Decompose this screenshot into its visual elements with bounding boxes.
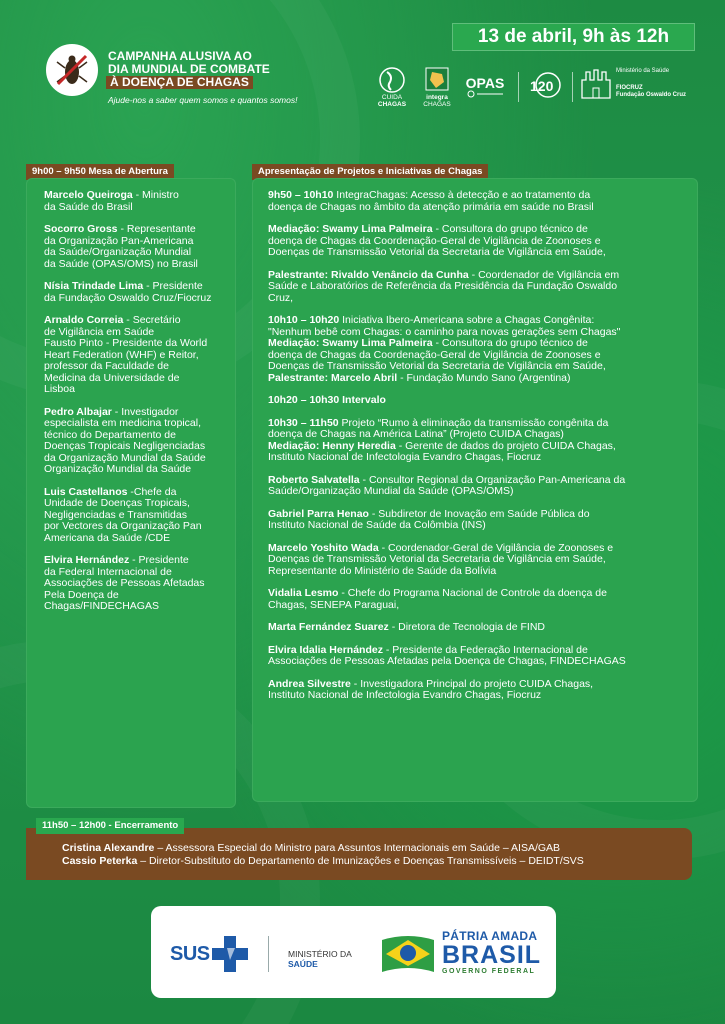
campaign-title-line1: CAMPANHA ALUSIVA AO: [108, 49, 252, 63]
program-highlight: 10h20 – 10h30 Intervalo: [268, 394, 386, 406]
program-highlight: Palestrante: Rivaldo Venâncio da Cunha: [268, 268, 469, 281]
program-text: - Coordenador de Vigilância em: [468, 268, 620, 281]
speaker-role-text: de Vigilância em Saúde: [44, 325, 155, 338]
program-entry: [268, 315, 686, 384]
program-text: - Gerente de dados do projeto CUIDA Chagas,: [395, 439, 616, 452]
program-highlight: Palestrante: Marcelo Abril: [268, 371, 398, 384]
program-text: - Presidente da Federação Internacional de: [382, 643, 588, 656]
program-text: Instituto Nacional de Infectologia Evandro Chagas, Fiocruz: [268, 689, 542, 701]
speaker-role-text: - Representante: [117, 223, 196, 235]
integra-chagas-logo: [420, 66, 454, 108]
closing-session-tag: 11h50 – 12h00 - Encerramento: [36, 818, 184, 834]
program-text: Instituto Nacional de Saúde da Colômbia (INS): [268, 519, 486, 531]
program-entry: [268, 645, 686, 668]
cuida-label: CUIDA: [381, 94, 403, 101]
closing-speakers: [62, 842, 682, 868]
program-text: doença de Chagas no âmbito da atenção primária em saúde no Brasil: [268, 200, 594, 213]
speaker-role-text: Americana da Saúde /CDE: [44, 531, 171, 544]
speaker-role-text: da Saúde (OPAS/OMS) no Brasil: [44, 257, 198, 270]
speaker-first-line: [44, 281, 234, 293]
campaign-title-line3: À DOENÇA DE CHAGAS: [106, 76, 253, 89]
opening-speaker-entry: [44, 407, 234, 476]
program-text: - Subdiretor de Inovação em Saúde Pública do: [368, 507, 590, 520]
speaker-role-text: - Investigador: [111, 405, 179, 418]
campaign-title-line2: DIA MUNDIAL DE COMBATE: [108, 62, 270, 76]
program-text: Doenças de Transmissão Vetorial da Secretaria de Vigilância em Saúde,: [268, 553, 606, 565]
speaker-role-text: técnico do Departamento de: [44, 428, 176, 441]
program-text: doença de Chagas da Coordenação-Geral de Vigilância de Zoonoses e: [268, 348, 601, 361]
sus-logo-text: SUS: [170, 943, 210, 965]
program-highlight: Mediação: Swamy Lima Palmeira: [268, 223, 433, 235]
globe-icon: [377, 66, 407, 94]
program-text: Iniciativa Ibero-Americana sobre a Chagas Congênita:: [339, 314, 595, 326]
speaker-role-text: Negligenciadas e Transmitidas: [44, 508, 187, 521]
fiocruz-full-label: Fundação Oswaldo Cruz: [616, 92, 687, 98]
speaker-name: Elvira Hernández: [44, 554, 130, 566]
speaker-role-text: Fausto Pinto - Presidente da World: [44, 337, 208, 349]
opas-emblem-icon: [465, 90, 505, 98]
closing-speaker-1: [62, 842, 682, 855]
speaker-role-text: - Ministro: [132, 189, 179, 201]
program-text: Chagas, SENEPA Paraguai,: [268, 598, 400, 611]
projects-session-tag: Apresentação de Projetos e Iniciativas de Chagas: [252, 164, 488, 180]
program-text: - Consultor Regional da Organização Pan-Americana da: [359, 473, 626, 486]
insect-icon: [52, 50, 92, 90]
ministerio-fiocruz-text: [616, 68, 700, 99]
program-entry: [268, 622, 686, 634]
program-entry: [268, 475, 686, 498]
opas-120-logo: [524, 70, 568, 100]
program-text: Representante do Ministério de Saúde da Bolívia: [268, 564, 497, 577]
closing-speaker-1-role: – Assessora Especial do Ministro para Assuntos Internacionais em Saúde – AISA/GAB: [154, 842, 561, 854]
speaker-role-text: Associações de Pessoas Afetadas: [44, 577, 205, 589]
ministerio-line1: MINISTÉRIO DA: [288, 949, 352, 959]
speaker-role-text: Heart Federation (WHF) e Reitor,: [44, 348, 199, 361]
program-highlight: Elvira Idalia Hernández: [268, 643, 383, 656]
speaker-role-text: da Saúde/Organização Mundial: [44, 246, 192, 258]
speaker-name: Nísia Trindade Lima: [44, 280, 144, 292]
speaker-role-text: Doenças Tropicais Negligenciadas: [44, 440, 206, 452]
speaker-role-text: - Secretário: [123, 314, 181, 326]
program-text: - Coordenador-Geral de Vigilância de Zoonoses e: [378, 541, 614, 554]
speaker-name: Arnaldo Correia: [44, 314, 124, 326]
speaker-role-text: por Vectores da Organização Pan: [44, 520, 202, 532]
opening-speaker-entry: [44, 224, 234, 270]
opas-logo: [460, 76, 510, 98]
speaker-role-text: Unidade de Doenças Tropicais,: [44, 497, 190, 509]
program-entry: [268, 224, 686, 259]
program-highlight: 10h10 – 10h20: [268, 314, 340, 326]
program-text: - Chefe do Programa Nacional de Controle da doença de: [338, 587, 607, 599]
opas-label: OPAS: [465, 75, 505, 91]
event-date: 13 de abril, 9h às 12h: [452, 23, 695, 51]
speaker-first-line: [44, 224, 234, 236]
footer-divider: [268, 936, 269, 972]
program-highlight: Vidalia Lesmo: [268, 587, 339, 599]
program-text: Cruz,: [268, 291, 294, 304]
program-text: "Nenhum bebê com Chagas: o caminho para novas gerações sem Chagas": [268, 325, 621, 338]
program-highlight: Mediação: Swamy Lima Palmeira: [268, 337, 433, 349]
integra-label: integra: [426, 94, 448, 101]
fiocruz-logo: [578, 66, 614, 100]
speaker-first-line: [44, 315, 234, 327]
program-text: - Consultora do grupo técnico de: [432, 223, 588, 235]
program-highlight: Marcelo Yoshito Wada: [268, 541, 379, 554]
closing-speaker-2: [62, 855, 682, 868]
opening-speaker-entry: [44, 555, 234, 613]
speaker-role-text: especialista em medicina tropical,: [44, 417, 201, 429]
speaker-role-text: da Organização Mundial da Saúde: [44, 451, 206, 464]
program-highlight: 10h30 – 11h50: [268, 416, 339, 429]
program-highlight: Gabriel Parra Henao: [268, 507, 369, 520]
speaker-role-text: da Organização Pan-Americana: [44, 234, 194, 247]
speaker-first-line: [44, 190, 234, 202]
program-text: doença de Chagas na América Latina” (Projeto CUIDA Chagas): [268, 428, 564, 440]
program-entry: [268, 588, 686, 611]
program-entry: [268, 395, 686, 407]
closing-speaker-2-role: – Diretor-Substituto do Departamento de Imunizações e Doenças Transmissíveis – DEIDT/SVS: [137, 855, 584, 867]
speaker-role-text: da Saúde do Brasil: [44, 200, 133, 213]
program-text: Saúde/Organização Mundial da Saúde (OPAS/OMS): [268, 485, 514, 497]
program-text: IntegraChagas: Acesso à detecção e ao tratamento da: [333, 189, 591, 201]
cuida-chagas-label: CHAGAS: [377, 101, 407, 108]
ministerio-line2: SAÚDE: [288, 959, 318, 969]
program-text: doença de Chagas da Coordenação-Geral de Vigilância de Zoonoses e: [268, 234, 601, 247]
program-entry: [268, 270, 686, 305]
program-text: - Fundação Mundo Sano (Argentina): [397, 371, 571, 384]
program-highlight: Roberto Salvatella: [268, 473, 360, 486]
ministerio-saude-small: Ministério da Saúde: [616, 68, 670, 74]
opening-speaker-entry: [44, 190, 234, 213]
opening-speaker-entry: [44, 315, 234, 396]
program-text: Associações de Pessoas Afetadas pela Doença de Chagas, FINDECHAGAS: [268, 655, 626, 667]
patria-line2: BRASIL: [442, 941, 542, 969]
program-highlight: Mediação: Henny Heredia: [268, 439, 396, 452]
partner-divider: [518, 72, 519, 102]
speaker-role-text: da Federal Internacional de: [44, 565, 172, 578]
campaign-title: [108, 50, 338, 89]
program-highlight: 9h50 – 10h10: [268, 189, 334, 201]
speaker-role-text: -Chefe da: [127, 485, 177, 498]
program-text: Instituto Nacional de Infectologia Evandro Chagas, Fiocruz: [268, 451, 542, 463]
program-text: - Consultora do grupo técnico de: [432, 337, 588, 349]
program-entry: [268, 190, 686, 213]
program-text: - Investigadora Principal do projeto CUIDA Chagas,: [350, 677, 594, 690]
program-entry: [268, 543, 686, 578]
ministerio-saude-logo: [288, 949, 352, 969]
opening-session-tag: 9h00 – 9h50 Mesa de Abertura: [26, 164, 174, 180]
program-text: Projeto “Rumo à eliminação da transmissão congênita da: [338, 416, 609, 429]
fiocruz-label: FIOCRUZ: [616, 85, 643, 91]
program-text: Doenças de Transmissão Vetorial da Secretaria de Vigilância em Saúde,: [268, 246, 606, 258]
speaker-first-line: [44, 555, 234, 567]
cuida-chagas-logo: [372, 66, 412, 108]
speaker-name: Marcelo Queiroga: [44, 189, 133, 201]
partner-divider: [572, 72, 573, 102]
projects-program-list: [268, 190, 686, 713]
closing-speaker-1-name: Cristina Alexandre: [62, 842, 155, 854]
patria-line3: GOVERNO FEDERAL: [442, 968, 536, 975]
program-text: - Diretora de Tecnologia de FIND: [388, 621, 546, 633]
campaign-logo: [46, 44, 98, 96]
integra-chagas-label: CHAGAS: [423, 101, 451, 108]
campaign-tagline: Ajude-nos a saber quem somos e quantos somos!: [108, 95, 298, 105]
speaker-role-text: - Presidente: [129, 554, 189, 566]
program-entry: [268, 679, 686, 702]
patria-amada-brasil-logo: [442, 930, 541, 976]
speaker-role-text: Medicina da Universidade de: [44, 371, 180, 384]
sus-cross-icon: [210, 934, 250, 974]
speaker-name: Socorro Gross: [44, 223, 118, 235]
program-highlight: Marta Fernández Suarez: [268, 621, 389, 633]
program-text: Saúde e Laboratórios de Referência da Presidência da Fundação Oswaldo: [268, 280, 618, 292]
castle-icon: [580, 66, 612, 100]
map-icon: [424, 66, 450, 94]
opening-speaker-entry: [44, 487, 234, 545]
speaker-name: Pedro Albajar: [44, 405, 112, 418]
speaker-role-text: da Fundação Oswaldo Cruz/Fiocruz: [44, 291, 212, 304]
speaker-name: Luis Castellanos: [44, 485, 128, 498]
program-highlight: Andrea Silvestre: [268, 677, 351, 690]
speaker-role-text: Organização Mundial da Saúde: [44, 463, 192, 475]
opas-120-label: 120: [530, 78, 554, 94]
opening-speaker-entry: [44, 281, 234, 304]
program-entry: [268, 509, 686, 532]
speaker-role-text: Lisboa: [44, 383, 75, 395]
speaker-role-text: - Presidente: [143, 280, 203, 292]
closing-speaker-2-name: Cassio Peterka: [62, 855, 138, 867]
program-entry: [268, 418, 686, 464]
speaker-role-text: Chagas/FINDECHAGAS: [44, 600, 159, 612]
program-text: Doenças de Transmissão Vetorial da Secretaria de Vigilância em Saúde,: [268, 360, 606, 372]
opening-speakers-list: [44, 190, 234, 624]
speaker-role-text: Pela Doença de: [44, 588, 119, 601]
patria-line1: PÁTRIA AMADA: [442, 929, 538, 943]
speaker-role-text: professor da Faculdade de: [44, 360, 169, 372]
brazil-flag-icon: [380, 932, 436, 976]
